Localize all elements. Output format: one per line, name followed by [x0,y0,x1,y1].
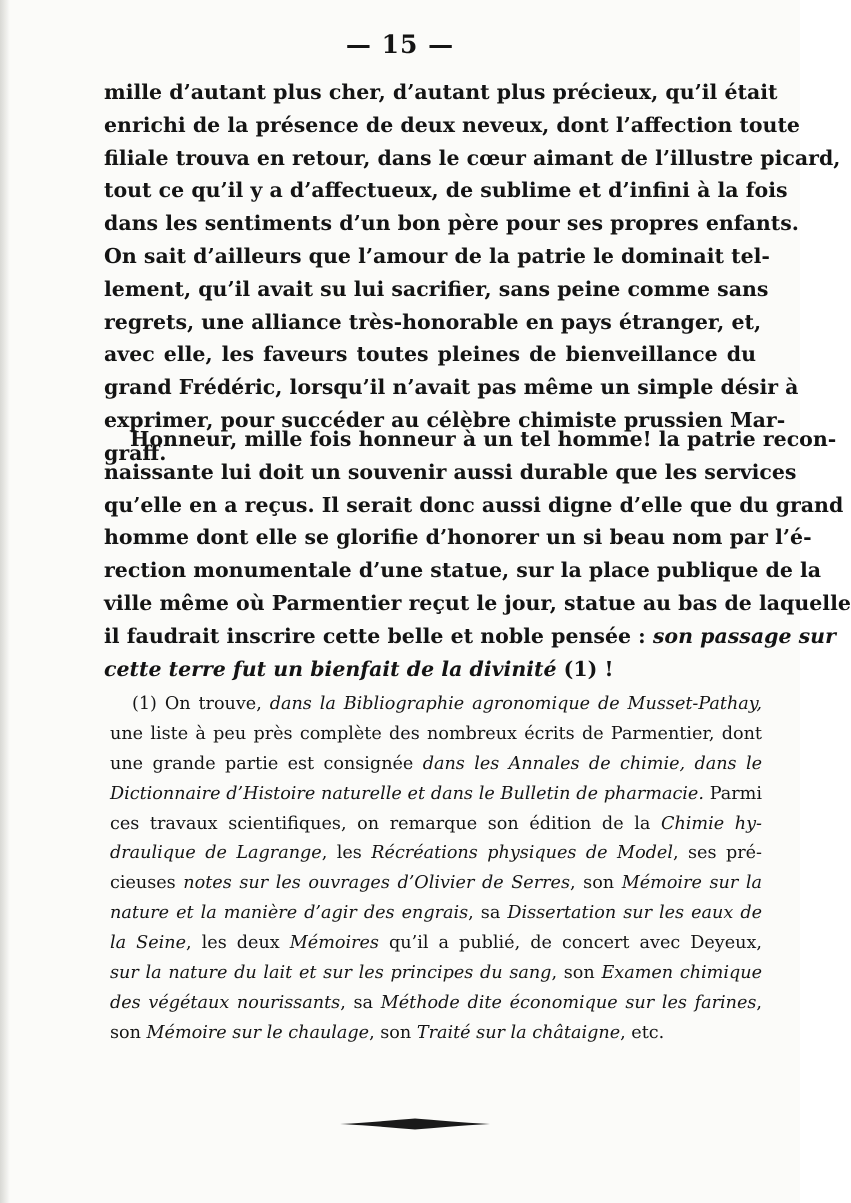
text-run: , son [551,963,602,984]
footnote-line [110,959,762,989]
footnote-line [110,929,762,959]
italic-title: Examen chimique [601,963,762,984]
italic-title: des végétaux nourissants [110,992,341,1013]
text-run: une grande partie est consignée [110,753,423,774]
text-run: son [110,1022,147,1043]
text-run: il faudrait inscrire cette belle et noble pensée : [104,623,646,648]
paragraph-1 [104,76,841,470]
text-run: , les deux [186,933,290,954]
ornamental-divider [340,1117,490,1131]
text-line [104,620,836,653]
italic-quote: son passage sur [652,623,836,648]
text-line: ville même où Parmentier reçut le jour, statue au bas de laquelle [104,590,851,615]
text-line: enrichi de la présence de deux neveux, dont l’affection toute [104,112,800,137]
text-line: homme dont elle se glorifie d’honorer un si beau nom par l’é- [104,525,812,550]
text-run: qu’il a publié, de concert avec Deyeux, [378,933,762,954]
text-line: rection monumentale d’une statue, sur la place publique de la [104,558,822,583]
italic-title: Chimie hy- [661,813,762,834]
text-run: , les [321,843,372,864]
footnote-line [110,869,762,899]
italic-title: dans la Bibliographie agronomique de Musset-Pathay, [269,694,762,714]
text-line: lement, qu’il avait su lui sacrifier, sans peine comme sans [104,276,769,301]
text-line: exprimer, pour succéder au célèbre chimiste prussien Mar- [104,407,786,432]
italic-title: la Seine [110,933,187,954]
text-line: Honneur, mille fois honneur à un tel homme! la patrie recon- [130,427,837,451]
italic-title: Récréations physiques de Model [371,843,673,864]
italic-title: Méthode dite économique sur les farines [380,992,757,1013]
text-line: On sait d’ailleurs que l’amour de la patrie le dominait tel- [104,243,770,268]
text-line: mille d’autant plus cher, d’autant plus précieux, qu’il était [104,80,778,104]
italic-title: Mémoire sur la [621,873,762,894]
text-run: une liste à peu près complète des nombreux écrits de Parmentier, dont [110,723,762,744]
italic-title: Mémoire sur le chaulage [146,1022,370,1043]
footnote-line [110,989,762,1019]
italic-title: dans les Annales de chimie, dans le [422,753,762,774]
text-run: , son [569,873,622,894]
footnote-line [110,839,762,869]
italic-title: Mémoires [289,933,379,954]
footnote-line [110,899,762,929]
text-line: avec elle, les faveurs toutes pleines de bienveillance du [104,342,756,367]
text-run: ces travaux scientifiques, on remarque son édition de la [110,813,661,834]
text-line: tout ce qu’il y a d’affectueux, de sublime et d’infini à la fois [104,178,788,203]
text-run: , etc. [620,1022,665,1043]
footnote-line [110,690,762,720]
text-run: Parmi [703,783,762,804]
text-run: (1) On trouve, [132,694,270,714]
footnote-line [110,780,762,810]
page-number: — 15 — [345,30,455,59]
text-line: graff. [104,440,167,465]
text-line: regrets, une alliance très-honorable en pays étranger, et, [104,309,762,334]
footnote-reference: (1) ! [556,656,614,681]
text-line [104,653,756,686]
text-run: , sa [340,992,381,1013]
text-run: , son [369,1022,417,1043]
italic-title: nature et la manière d’agir des engrais [110,903,469,924]
page-edge-shadow [0,0,10,1203]
text-line: grand Frédéric, lorsqu’il n’avait pas même un simple désir à [104,375,799,400]
text-line: qu’elle en a reçus. Il serait donc aussi digne d’elle que du grand [104,492,844,517]
text-run: , ses pré- [672,843,762,864]
paragraph-2 [104,423,851,685]
text-line: dans les sentiments d’un bon père pour ses propres enfants. [104,211,799,236]
text-line: naissante lui doit un souvenir aussi durable que les services [104,459,797,484]
text-line: filiale trouva en retour, dans le cœur aimant de l’illustre picard, [104,145,841,170]
footnote-line [110,750,762,780]
italic-title: Dissertation sur les eaux de [507,903,762,924]
italic-title: sur la nature du lait et sur les principes du sang [110,963,552,984]
footnote-line [110,810,762,840]
footnote-line [110,1019,762,1049]
italic-title: Traité sur la châtaigne [416,1022,621,1043]
italic-title: Dictionnaire d’Histoire naturelle et dans le Bulletin de pharmacie. [110,783,704,804]
italic-title: notes sur les ouvrages d’Olivier de Serres [183,873,570,894]
text-run: , sa [468,903,508,924]
text-run: cieuses [110,873,184,894]
italic-title: draulique de Lagrange [110,843,322,864]
footnote [110,690,762,1049]
footnote-line [110,720,762,750]
text-run: , [756,992,762,1013]
italic-quote: cette terre fut un bienfait de la divinité [104,656,557,681]
